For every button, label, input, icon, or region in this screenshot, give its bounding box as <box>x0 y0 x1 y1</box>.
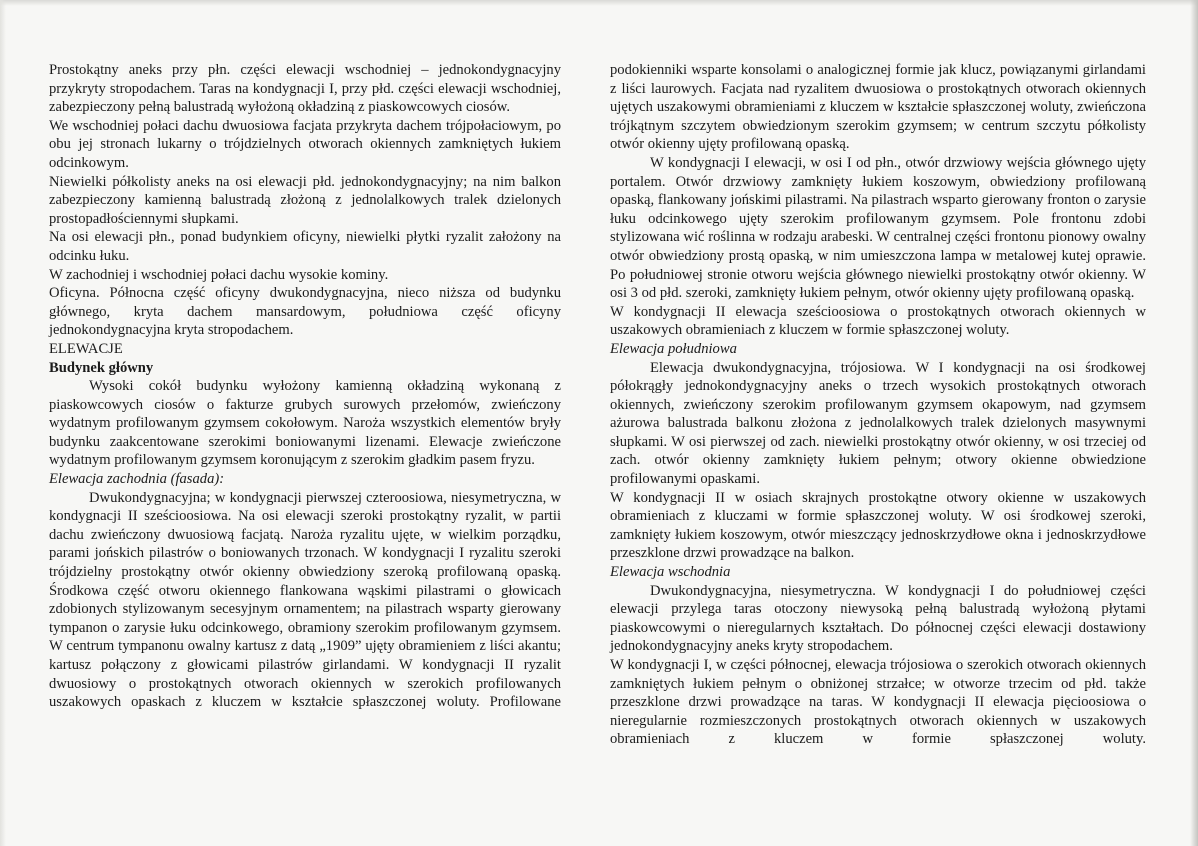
paragraph-ryzalit-polnocny: Na osi elewacji płn., ponad budynkiem oficyny, niewielki płytki ryzalit założony na odcinku łuku. <box>49 229 561 264</box>
paragraph-wschodnia-opis: Dwukondygnacyjna, niesymetryczna. W kondygnacji I do południowej części elewacji przylega taras otoczony niewysoką pełną balustradą wyłożoną płytami piaskowcowymi o nieregularnych kształtach. Do północnej części elewacji dostawiony jednokondygnacyjny aneks kryty stropodachem. <box>610 582 1146 655</box>
heading-elewacja-poludniowa: Elewacja południowa <box>610 340 737 357</box>
paragraph-cokol: Wysoki cokół budynku wyłożony kamienną okładziną wykonaną z piaskowcowych ciosów o fakturze grubych surowych przełomów, zwieńczony wydatnym profilowanym gzymsem cokołowym. Naroża wszystkich elementów bryły budynku zaakcentowane szerokimi boniowanymi lizenami. Elewacje zwieńczone wydatnym profilowanym gzymsem koronującym z szerokim gładkim pasem fryzu. <box>49 378 561 469</box>
paragraph-kondygnacja-ii-zachodnia: W kondygnacji II elewacja sześcioosiowa o prostokątnych otworach okiennych w uszakowych obramieniach z kluczem w formie spłaszczonej woluty. <box>610 303 1146 339</box>
scan-right-edge <box>1190 0 1198 846</box>
paragraph-poludniowa-kondygnacja-ii: W kondygnacji II w osiach skrajnych prostokątne otwory okienne w uszakowych obramieniach z kluczami w formie spłaszczonej woluty. W osi środkowej szeroki, zamknięty łukiem koszowym, otwór mieszczący jednoskrzydłowe okna i jednoskrzydłowe przeszklone drzwi prowadzące na balkon. <box>610 489 1146 562</box>
scan-left-edge <box>0 0 6 846</box>
paragraph-aneks-poludniowy: Niewielki półkolisty aneks na osi elewacji płd. jednokondygnacyjny; na nim balkon zabezpieczony kamienną balustradą złożoną z jednolalkowych tralek dzielonych prostopadłościennymi słupkami. <box>49 173 561 227</box>
paragraph-wschodnia-kondygnacje: W kondygnacji I, w części północnej, elewacja trójosiowa o szerokich otworach okiennych zamkniętych łukiem pełnym o obniżonej strzałce; w otworze trzecim od płd. także przeszklone drzwi prowadzące na taras. W kondygnacji II elewacja pięcioosiowa o nieregularnie rozmieszczonych prostokątnych otworach okiennych w uszakowych obramieniach z kluczem w formie spłaszczonej woluty. <box>610 657 1146 748</box>
heading-budynek-glowny: Budynek główny <box>49 359 154 376</box>
left-text-column <box>49 61 561 712</box>
paragraph-wejscie-glowne: W kondygnacji I elewacji, w osi I od płn., otwór drzwiowy wejścia głównego ujęty portalem. Otwór drzwiowy zamknięty łukiem koszowym, obwiedziony profilowaną opaską, flankowany jońskimi pilastrami. Na pilastrach wsparto gierowany fronton o zarysie łuku odcinkowego ujęty szerokim profilowanym gzymsem. Pole frontonu zdobi stylizowana wić roślinna w rodzaju arabeski. W centralnej części frontonu pionowy owalny otwór obwiedziony prostą opaską, w nim umieszczona lampa w metalowej kutej oprawie. Po południowej stronie otworu wejścia głównego niewielki prostokątny otwór okienny. W osi 3 od płd. szeroki, zamknięty łukiem pełnym, otwór okienny ujęty profilowaną opaską. <box>610 154 1146 302</box>
paragraph-aneks-wschodni: Prostokątny aneks przy płn. części elewacji wschodniej – jednokondygnacyjny przykryty stropodachem. Taras na kondygnacji I, przy płd. części elewacji wschodniej, zabezpieczony pełną balustradą wyłożoną okładziną z piaskowcowych ciosów. <box>49 62 561 116</box>
right-text-column <box>610 61 1146 749</box>
paragraph-kominy: W zachodniej i wschodniej połaci dachu wysokie kominy. <box>49 266 389 283</box>
paragraph-poludniowa-kondygnacja-i: Elewacja dwukondygnacyjna, trójosiowa. W I kondygnacji na osi środkowej półokrągły jednokondygnacyjny aneks o trzech wysokich prostokątnych otworach okiennych, zwieńczony szerokim profilowanym gzymsem okapowym, nad gzymsem ażurowa balustrada balkonu złożona z jednolalkowych tralek dzielonych masywnymi słupkami. W osi pierwszej od zach. niewielki prostokątny otwór okienny, w osi trzeciej od zach. otwór okienny zamknięty łukiem pełnym; otwory okienne obwiedzione profilowanymi opaskami. <box>610 359 1146 488</box>
paragraph-fasada: Dwukondygnacyjna; w kondygnacji pierwszej czteroosiowa, niesymetryczna, w kondygnacji II sześcioosiowa. Na osi elewacji szeroki prostokątny ryzalit, w partii dachu zwieńczony dwuosiową facjatą. Naroża ryzalitu ujęte, w wielkim porządku, parami jońskich pilastrów o boniowanych trzonach. W kondygnacji I ryzalitu szeroki trójdzielny prostokątny otwór okienny obwiedziony szeroką profilowaną opaską. Środkowa część otworu okiennego flankowana wąskimi pilastrami o głowicach zdobionych stylizowanym secesyjnym ornamentem; na pilastrach wsparty gierowany tympanon o zarysie łuku odcinkowego, obramiony szerokim profilowanym gzymsem. W centrum tympanonu owalny kartusz z datą „1909” ujęty obramieniem z liści akantu; kartusz połączony z głowicami pilastrów girlandami. W kondygnacji II ryzalit dwuosiowy o prostokątnych otworach okiennych w szerokich profilowanych uszakowych opaskach z kluczem w kształcie spłaszczonej woluty. Profilowane <box>49 489 561 711</box>
scan-top-edge <box>0 0 1198 6</box>
paragraph-podokienniki: podokienniki wsparte konsolami o analogicznej formie jak klucz, powiązanymi girlandami z liści laurowych. Facjata nad ryzalitem dwuosiowa o prostokątnych otworach okiennych ujętych uszakowymi obramieniami z kluczem w kształcie spłaszczonej woluty, zwieńczona trójkątnym szczytem obwiedzionym szerokim gzymsem; w centrum szczytu półkolisty otwór okienny ujęty profilowaną opaską. <box>610 62 1146 153</box>
heading-elewacja-wschodnia: Elewacja wschodnia <box>610 564 731 581</box>
paragraph-oficyna: Oficyna. Północna część oficyny dwukondygnacyjna, nieco niższa od budynku głównego, kryta dachem mansardowym, południowa część oficyny jednokondygnacyjna kryta stropodachem. <box>49 285 561 339</box>
heading-elewacja-zachodnia: Elewacja zachodnia (fasada): <box>49 471 225 488</box>
paragraph-facjata-wschodnia: We wschodniej połaci dachu dwuosiowa facjata przykryta dachem trójpołaciowym, po obu jej stronach lukarny o trójdzielnych otworach okiennych zamkniętych łukiem odcinkowym. <box>49 117 561 171</box>
heading-elewacje: ELEWACJE <box>49 340 123 357</box>
